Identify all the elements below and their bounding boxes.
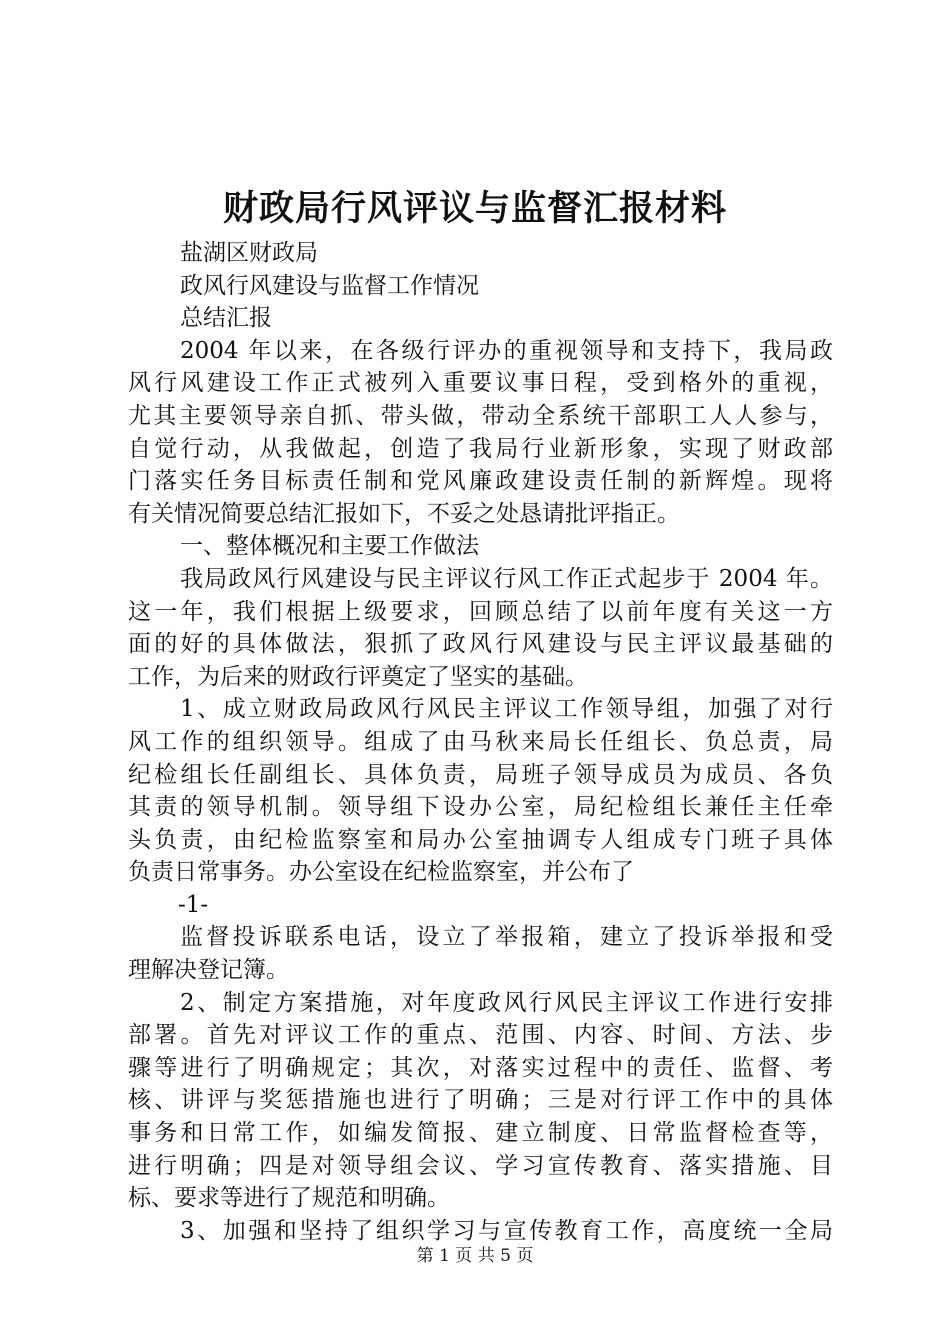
body-line: 这一年，我们根据上级要求，回顾总结了以前年度有关这一方 — [128, 598, 833, 625]
body-line: 我局政风行风建设与民主评议行风工作正式起步于 2004 年。 — [180, 565, 833, 592]
body-line: 2、制定方案措施，对年度政风行风民主评议工作进行安排 — [180, 989, 833, 1016]
body-line: 门落实任务目标责任制和党风廉政建设责任制的新辉煌。现将 — [128, 468, 833, 495]
body-line: 核、讲评与奖惩措施也进行了明确；三是对行评工作中的具体 — [128, 1087, 833, 1114]
body-line: 尤其主要领导亲自抓、带头做，带动全系统干部职工人人参与， — [128, 402, 833, 429]
body-line: 有关情况简要总结汇报如下，不妥之处恳请批评指正。 — [128, 500, 680, 527]
body-line: 自觉行动，从我做起，创造了我局行业新形象，实现了财政部 — [128, 435, 833, 462]
body-line: 面的好的具体做法，狠抓了政风行风建设与民主评议最基础的 — [128, 631, 833, 658]
body-line: 负责日常事务。办公室设在纪检监察室，并公布了 — [128, 859, 634, 886]
body-line: 纪检组长任副组长、具体负责，局班子领导成员为成员、各负 — [128, 761, 833, 788]
body-line: 政风行风建设与监督工作情况 — [180, 272, 479, 299]
document-title: 财政局行风评议与监督汇报材料 — [222, 188, 727, 229]
body-line: 头负责，由纪检监察室和局办公室抽调专人组成专门班子具体 — [128, 826, 833, 853]
body-line: 工作，为后来的财政行评奠定了坚实的基础。 — [128, 663, 588, 690]
body-line: 监督投诉联系电话，设立了举报箱，建立了投诉举报和受 — [180, 924, 833, 951]
body-line: 风行风建设工作正式被列入重要议事日程，受到格外的重视， — [128, 370, 833, 397]
body-line: 2004 年以来，在各级行评办的重视领导和支持下，我局政 — [180, 337, 833, 364]
body-line: 3、加强和坚持了组织学习与宣传教育工作，高度统一全局 — [180, 1217, 833, 1244]
body-line: 1、成立财政局政风行风民主评议工作领导组，加强了对行 — [180, 696, 833, 723]
body-line: 事务和日常工作，如编发简报、建立制度、日常监督检查等， — [128, 1120, 833, 1147]
body-line: 进行明确；四是对领导组会议、学习宣传教育、落实措施、目 — [128, 1152, 833, 1179]
body-line: 风工作的组织领导。组成了由马秋来局长任组长、负总责，局 — [128, 728, 833, 755]
body-line: 骤等进行了明确规定；其次，对落实过程中的责任、监督、考 — [128, 1054, 833, 1081]
document-body — [128, 237, 833, 1247]
page-marker: -1- — [178, 891, 209, 918]
body-line: 一、整体概况和主要工作做法 — [180, 533, 479, 560]
body-line: 其责的领导机制。领导组下设办公室，局纪检组长兼任主任牵 — [128, 794, 833, 821]
page-footer: 第 1 页 共 5 页 — [416, 1246, 534, 1266]
body-line: 总结汇报 — [180, 305, 272, 332]
body-line: 部署。首先对评议工作的重点、范围、内容、时间、方法、步 — [128, 1022, 833, 1049]
body-line: 理解决登记簿。 — [128, 957, 289, 984]
body-line: 标、要求等进行了规范和明确。 — [128, 1185, 450, 1212]
body-line: 盐湖区财政局 — [180, 240, 318, 266]
